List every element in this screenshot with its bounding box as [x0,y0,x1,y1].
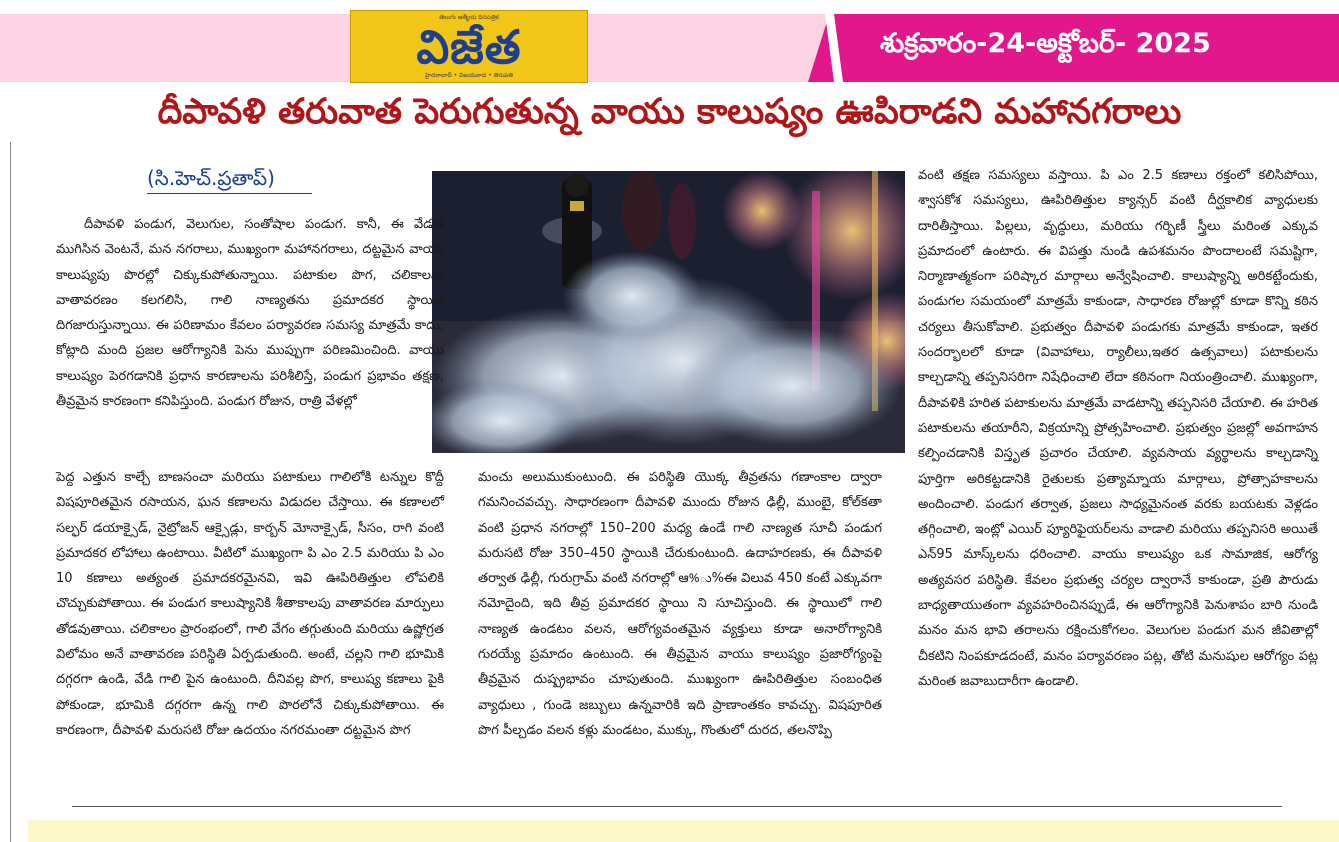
article-paragraph: దీపావళి పండుగ, వెలుగుల, సంతోషాల పండుగ. కానీ, ఈ వేడుక ముగిసిన వెంటనే, మన నగరాలు, ముఖ్యంగా మహానగరాలు, దట్టమైన వాయు కాలుష్యపు పొరల్లో చిక్కుకుపోతున్నాయి. పటాకుల పొగ, చలికాలపు వాతావరణం కలగలిసి, గాలి నాణ్యతను ప్రమాదకర స్థాయికి దిగజారుస్తున్నాయి. ఈ పరిణామం కేవలం పర్యావరణ సమస్య మాత్రమే కాదు, కోట్లాది మంది ప్రజల ఆరోగ్యానికి పెను ముప్పుగా పరిణమించింది. వాయు కాలుష్యం పెరగడానికి ప్రధాన కారణాలను పరిశీలిస్తే, పండుగ ప్రభావం తక్షణ, తీవ్రమైన కారణంగా కనిపిస్తుంది. పండుగ రోజున, రాత్రి వేళల్లో [56,217,444,410]
article-paragraph: వంటి తక్షణ సమస్యలు వస్తాయి. పి ఎం 2.5 కణాలు రక్తంలో కలిసిపోయి, శ్వాసకోశ సమస్యలు, ఊపిరితిత్తుల క్యాన్సర్ వంటి దీర్ఘకాలిక వ్యాధులకు దారితీస్తాయి. పిల్లలు, వృద్ధులు, మరియు గర్భిణీ స్త్రీలు మరింత ఎక్కువ ప్రమాదంలో ఉంటారు. ఈ విపత్తు నుండి ఉపశమనం పొందాలంటే సమష్టిగా, నిర్మాణాత్మకంగా పరిష్కార మార్గాలు అన్వేషించాలి. కాలుష్యాన్ని అరికట్టేందుకు, పండుగల సమయంలో మాత్రమే కాకుండా, సాధారణ రోజుల్లో కూడా కొన్ని కఠిన చర్యలు తీసుకోవాలి. ప్రభుత్వం దీపావళి పండుగకు మాత్రమే కాకుండా, ఇతర సందర్భాలలో కూడా (వివాహాలు, ర్యాలీలు,ఇతర ఉత్సవాలు) పటాకులను కాల్చడాన్ని తప్పనిసరిగా నిషేధించాలి లేదా కఠినంగా నియంత్రించాలి. ముఖ్యంగా, దీపావళికి హరిత పటాకులను మాత్రమే వాడటాన్ని తప్పనిసరి చేయాలి. ఈ హరిత పటాకులను తయారీని, విక్రయాన్ని ప్రోత్సహించాలి. ప్రభుత్వం ప్రజల్లో అవగాహన కల్పించడానికి విస్తృత ప్రచారం చేయాలి. వ్యవసాయ వ్యర్థాలను కాల్చడాన్ని పూర్తిగా అరికట్టడానికి రైతులకు ప్రత్యామ్నాయ మార్గాలు, ప్రోత్సాహకాలను అందించాలి. పండుగ తర్వాత, ప్రజలు సాధ్యమైనంత వరకు బయటకు వెళ్లడం తగ్గించాలి, ఇంట్లో ఎయిర్ ప్యూరిఫైయర్‌లను వాడాలి మరియు తప్పనిసరి అయితే ఎన్95 మాస్క్‌లను ధరించాలి. వాయు కాలుష్యం ఒక సామాజిక, ఆరోగ్య అత్యవసర పరిస్థితి. కేవలం ప్రభుత్వ చర్యల ద్వారానే కాకుండా, ప్రతి పౌరుడు బాధ్యతాయుతంగా వ్యవహరించినప్పుడే, ఈ ఆరోగ్యానికి పెనుశాపం బారి నుండి మనం మన భావి తరాలను రక్షించుకోగలం. వెలుగుల పండుగ మన జీవితాల్లో చీకటిని నింపకూడదంటే, మనం పర్యావరణం పట్ల, తోటి మనుషుల ఆరోగ్యం పట్ల మరింత జవాబుదారీగా ఉండాలి. [918,168,1318,689]
article-column-1-bottom [56,465,444,743]
article-byline: (సి.హెచ్.ప్రతాప్) [147,166,275,190]
next-section-band [28,820,1339,842]
newspaper-logo[interactable] [350,10,588,83]
article-column-2 [478,465,882,743]
article-paragraph: మంచు అలుముకుంటుంది. ఈ పరిస్థితి యొక్క తీవ్రతను గణాంకాల ద్వారా గమనించవచ్చు. సాధారణంగా దీపావళి ముందు రోజున ఢిల్లీ, ముంబై, కోల్‌కతా వంటి ప్రధాన నగరాల్లో 150–200 మధ్య ఉండే గాలి నాణ్యత సూచీ పండుగ మరుసటి రోజు 350–450 స్థాయికి చేరుకుంటుంది. ఉదాహరణకు, ఈ దీపావళి తర్వాత ఢిల్లీ, గురుగ్రామ్ వంటి నగరాల్లో ఆ%ు%ఈ విలువ 450 కంటే ఎక్కువగా నమోదైంది, ఇది తీవ్ర ప్రమాదకర స్థాయి ని సూచిస్తుంది. ఈ స్థాయిలో గాలి నాణ్యత ఉండటం వలన, ఆరోగ్యవంతమైన వ్యక్తులు కూడా అనారోగ్యానికి గురయ్యే ప్రమాదం ఉంటుంది. ఈ తీవ్రమైన వాయు కాలుష్యం ప్రజారోగ్యంపై తీవ్రమైన దుష్ప్రభావం చూపుతుంది. ముఖ్యంగా ఊపిరితిత్తుల సంబంధిత వ్యాధులు , గుండె జబ్బులు ఉన్నవారికి ఇది ప్రాణాంతకం కావచ్చు. విషపూరిత పొగ పీల్చడం వలన కళ్లు మండటం, ముక్కు, గొంతులో దురద, తలనొప్పి [478,470,882,738]
issue-date: శుక్రవారం-24-అక్టోబర్- 2025 [880,28,1211,59]
byline-underline [147,193,312,194]
logo-title: విజేత [416,20,522,74]
logo-editions: హైదరాబాద్ • విజయవాడ • తిరుపతి [425,72,513,79]
page-margin-rule [10,142,11,842]
article-end-rule [72,806,1282,807]
article-paragraph: పెద్ద ఎత్తున కాల్చే బాణసంచా మరియు పటాకులు గాలిలోకి టన్నుల కొద్దీ విషపూరితమైన రసాయన, ఘన కణాలను విడుదల చేస్తాయి. ఈ కణాలలో సల్ఫర్ డయాక్సైడ్, నైట్రోజన్ ఆక్సైడ్లు, కార్బన్ మోనాక్సైడ్, సీసం, రాగి వంటి ప్రమాదకర లోహాలు ఉంటాయి. వీటిలో ముఖ్యంగా పి ఎం 2.5 మరియు పి ఎం 10 కణాలు అత్యంత ప్రమాదకరమైనవి, ఇవి ఊపిరితిత్తుల లోపలికి చొచ్చుకుపోతాయి. ఈ పండుగ కాలుష్యానికి శీతాకాలపు వాతావరణ మార్పులు తోడవుతాయి. చలికాలం ప్రారంభంలో, గాలి వేగం తగ్గుతుంది మరియు ఉష్ణోగ్రత విలోమం అనే వాతావరణ పరిస్థితి ఏర్పడుతుంది. అంటే, చల్లని గాలి భూమికి దగ్గరగా ఉండి, వేడి గాలి పైన ఉంటుంది. దీనివల్ల పొగ, కాలుష్య కణాలు పైకి పోకుండా, భూమికి దగ్గరగా ఉన్న గాలి పొరలోనే చిక్కుకుపోతాయి. ఈ కారణంగా, దీపావళి మరుసటి రోజు ఉదయం నగరమంతా దట్టమైన పొగ [56,470,444,738]
article-column-3 [918,163,1318,694]
logo-tagline: తెలుగు ఆత్మీయ దినపత్రిక [439,14,499,21]
article-column-1-top [56,212,444,414]
smog-photo [432,171,905,453]
smog-photo-illustration [432,171,905,453]
article-headline: దీపావళి తరువాత పెరుగుతున్న వాయు కాలుష్యం ఊపిరాడని మహానగరాలు [157,92,1182,132]
